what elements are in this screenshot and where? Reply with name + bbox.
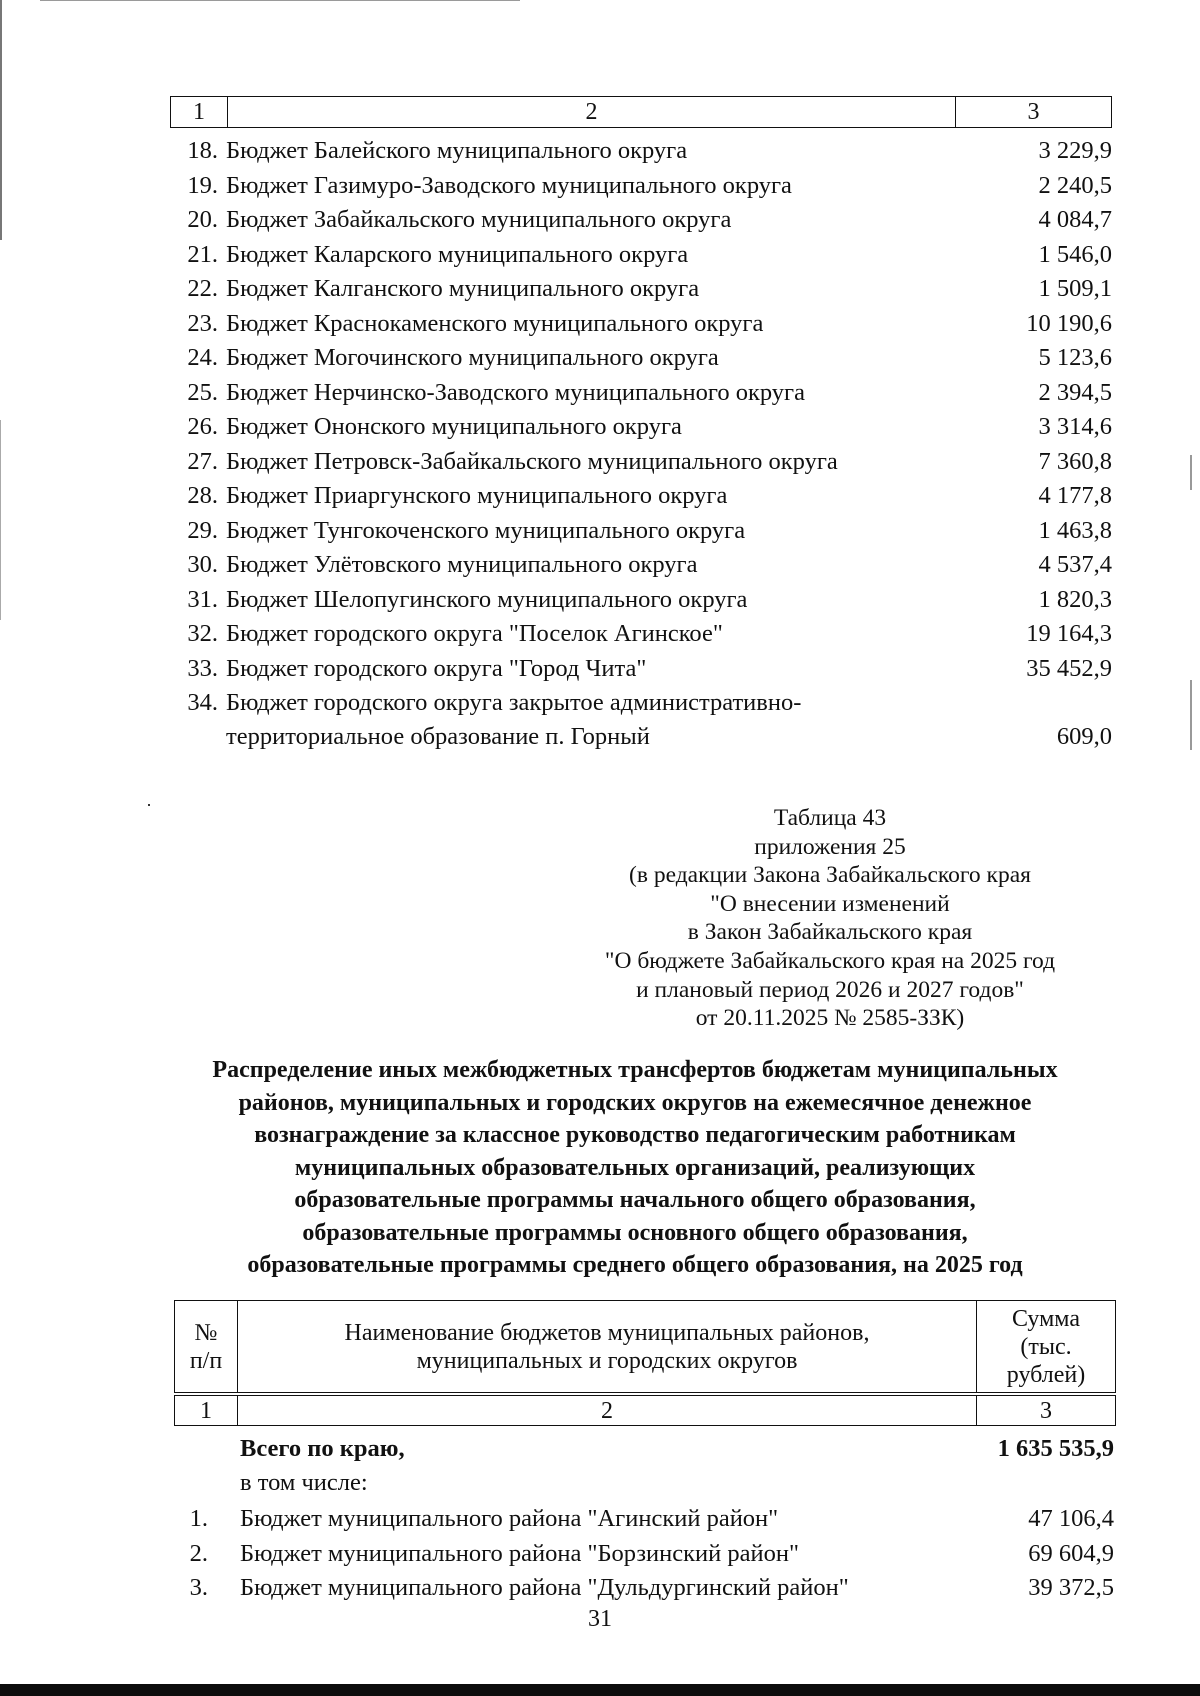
title-line: образовательные программы среднего общего образования, на 2025 год	[247, 1252, 1023, 1278]
table-row	[170, 203, 1112, 237]
budget-name: Бюджет муниципального района "Борзинский район"	[240, 1539, 799, 1567]
total-row	[174, 1432, 1114, 1466]
scan-edge-top	[40, 0, 520, 1]
amount-value: 39 372,5	[1028, 1574, 1114, 1601]
amount-value: 3 314,6	[1038, 413, 1112, 440]
table-column-number-header	[170, 96, 1112, 128]
row-number: 32.	[187, 620, 218, 647]
amount-value: 1 463,8	[1038, 516, 1112, 544]
budget-name-line2: территориальное образование п. Горный	[226, 723, 650, 750]
amount-value: 10 190,6	[1026, 309, 1112, 337]
scan-edge-left	[0, 0, 2, 240]
table-row	[174, 1571, 1114, 1605]
title-line: образовательные программы начального общего образования,	[294, 1187, 976, 1213]
amount-value: 47 106,4	[1028, 1505, 1114, 1532]
amount-value: 1 820,3	[1038, 585, 1112, 613]
table-row	[170, 652, 1112, 686]
row-number: 21.	[187, 240, 218, 268]
row-number: 19.	[187, 171, 218, 199]
budget-name: Бюджет Могочинского муниципального округа	[226, 344, 719, 371]
row-number: 27.	[187, 447, 218, 475]
budget-name: Бюджет Забайкальского муниципального округа	[226, 206, 732, 233]
table-caption	[560, 804, 1100, 1033]
budget-name: Бюджет городского округа "Город Чита"	[226, 654, 647, 682]
row-number: 26.	[187, 413, 218, 440]
amount-value: 5 123,6	[1038, 344, 1112, 371]
amount-value: 1 509,1	[1038, 275, 1112, 302]
row-number: 34.	[187, 689, 218, 716]
amount-value: 2 240,5	[1038, 171, 1112, 199]
budget-name: Бюджет Шелопугинского муниципального округа	[226, 585, 748, 613]
caption-line: от 20.11.2025 № 2585-ЗЗК)	[695, 1005, 965, 1032]
header-text: №	[194, 1319, 218, 1346]
row-number: 18.	[187, 137, 218, 164]
title-line: Распределение иных межбюджетных трансфертов бюджетам муниципальных	[212, 1057, 1058, 1083]
distribution-table-header	[174, 1300, 1116, 1426]
caption-line: Таблица 43	[773, 805, 887, 831]
row-number: 22.	[187, 275, 218, 302]
row-number: 1.	[189, 1505, 208, 1532]
budget-name: Бюджет Улётовского муниципального округа	[226, 551, 698, 578]
budget-name: Бюджет Балейского муниципального округа	[226, 137, 688, 164]
including-label: в том числе:	[240, 1469, 368, 1496]
row-number: 3.	[189, 1574, 208, 1601]
header-text: рублей)	[1006, 1361, 1086, 1388]
column-number-2: 2	[228, 97, 956, 128]
amount-value: 3 229,9	[1038, 137, 1112, 164]
row-number: 30.	[187, 551, 218, 578]
header-cell-name	[238, 1301, 977, 1393]
title-line: вознаграждение за классное руководство педагогическим работникам	[254, 1122, 1016, 1148]
table-row	[170, 169, 1112, 203]
budget-name-line1: Бюджет городского округа закрытое административно-	[226, 689, 802, 716]
total-value: 1 635 535,9	[997, 1435, 1114, 1462]
header-cell-sum	[977, 1301, 1116, 1393]
title-line: районов, муниципальных и городских округов на ежемесячное денежное	[238, 1089, 1032, 1116]
column-number-3: 3	[977, 1396, 1116, 1426]
amount-value: 2 394,5	[1038, 378, 1112, 406]
amount-value: 7 360,8	[1038, 447, 1112, 475]
amount-value: 4 084,7	[1038, 206, 1112, 233]
column-number-1: 1	[171, 97, 228, 128]
table-row	[170, 410, 1112, 444]
amount-value: 4 537,4	[1038, 551, 1112, 578]
amount-value: 4 177,8	[1038, 482, 1112, 509]
scan-edge-right-mark	[1190, 455, 1192, 490]
budget-name: Бюджет Газимуро-Заводского муниципального округа	[226, 171, 792, 199]
table-row	[170, 134, 1112, 168]
header-text: муниципальных и городских округов	[416, 1347, 798, 1374]
caption-line: и плановый период 2026 и 2027 годов"	[636, 976, 1024, 1003]
header-cell-number	[175, 1301, 238, 1393]
budget-name: Бюджет Тунгокоченского муниципального округа	[226, 516, 746, 544]
scan-edge-bottom	[0, 1684, 1200, 1696]
title-line: муниципальных образовательных организаций, реализующих	[294, 1154, 976, 1181]
amount-value: 1 546,0	[1038, 240, 1112, 268]
including-row	[174, 1466, 1114, 1500]
page-number: 31	[588, 1606, 612, 1632]
document-title	[150, 1054, 1120, 1282]
table-row	[170, 686, 1112, 756]
scan-edge-left-lower	[0, 420, 1, 620]
row-number: 20.	[187, 206, 218, 233]
row-number: 24.	[187, 344, 218, 371]
header-text: Наименование бюджетов муниципальных районов,	[344, 1319, 870, 1346]
header-text: Сумма	[1012, 1305, 1080, 1332]
table-row	[170, 479, 1112, 513]
budget-name: Бюджет муниципального района "Дульдургинский район"	[240, 1574, 849, 1601]
caption-line: (в редакции Закона Забайкальского края	[629, 862, 1031, 889]
scan-edge-right-mark	[1190, 680, 1192, 750]
row-number: 23.	[187, 309, 218, 337]
budget-name: Бюджет Нерчинско-Заводского муниципального округа	[226, 378, 805, 406]
header-text: (тыс.	[1020, 1333, 1072, 1360]
table-row	[170, 272, 1112, 306]
budget-name: Бюджет муниципального района "Агинский район"	[240, 1505, 779, 1532]
caption-line: приложения 25	[754, 833, 906, 860]
table-row	[170, 617, 1112, 651]
caption-line: "О внесении изменений	[710, 890, 950, 917]
budget-name: Бюджет Ононского муниципального округа	[226, 413, 682, 440]
budget-name: Бюджет Калганского муниципального округа	[226, 275, 700, 302]
table-row	[174, 1537, 1114, 1571]
title-line: образовательные программы основного общего образования,	[302, 1219, 968, 1246]
row-number: 25.	[187, 378, 218, 406]
amount-value: 609,0	[1056, 723, 1112, 750]
caption-line: "О бюджете Забайкальского края на 2025 год	[604, 947, 1056, 974]
row-number: 33.	[187, 654, 218, 682]
table-row	[170, 376, 1112, 410]
table-row	[170, 445, 1112, 479]
scan-speck	[148, 804, 150, 806]
budget-name: Бюджет Приаргунского муниципального округа	[226, 482, 728, 509]
column-number-1: 1	[175, 1396, 238, 1426]
table-row	[170, 238, 1112, 272]
total-label: Всего по краю,	[240, 1435, 405, 1462]
table-row	[170, 583, 1112, 617]
header-text: п/п	[189, 1347, 223, 1374]
amount-value: 19 164,3	[1026, 620, 1112, 647]
table-row	[170, 514, 1112, 548]
table-row	[174, 1502, 1114, 1536]
budget-name: Бюджет Петровск-Забайкальского муниципального округа	[226, 447, 838, 475]
budget-name: Бюджет Каларского муниципального округа	[226, 240, 689, 268]
column-number-3: 3	[956, 97, 1112, 128]
caption-line: в Закон Забайкальского края	[687, 919, 973, 946]
column-number-2: 2	[238, 1396, 977, 1426]
table-row	[170, 548, 1112, 582]
amount-value: 69 604,9	[1028, 1539, 1114, 1567]
row-number: 28.	[187, 482, 218, 509]
row-number: 2.	[189, 1539, 208, 1567]
row-number: 31.	[187, 585, 218, 613]
budget-name: Бюджет Краснокаменского муниципального округа	[226, 309, 764, 337]
amount-value: 35 452,9	[1026, 654, 1112, 682]
budget-name: Бюджет городского округа "Поселок Агинское"	[226, 620, 723, 647]
table-row	[170, 341, 1112, 375]
table-row	[170, 307, 1112, 341]
row-number: 29.	[187, 516, 218, 544]
